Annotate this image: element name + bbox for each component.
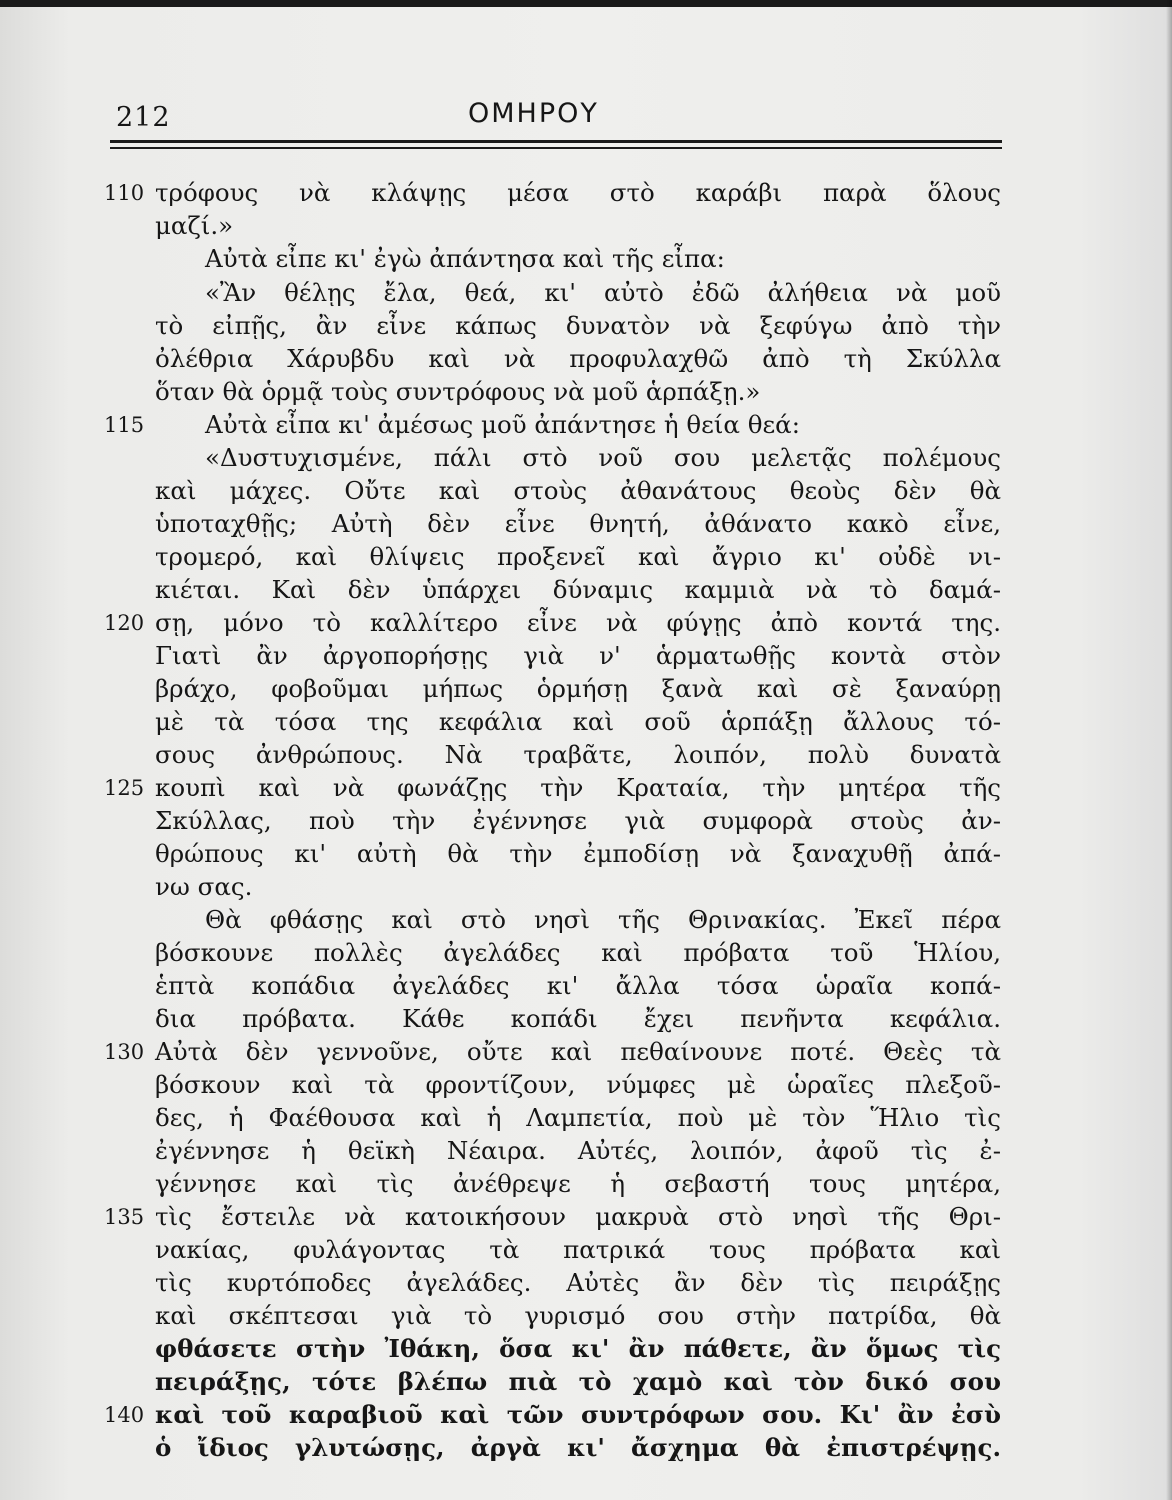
running-title: ΟΜΗΡΟΥ bbox=[468, 98, 599, 129]
text-line bbox=[0, 1398, 1172, 1432]
line-text: καὶ σκέπτεσαι γιὰ τὸ γυρισμό σου στὴν πατρίδα, θὰ bbox=[155, 1301, 1001, 1330]
line-text: ἑπτὰ κοπάδια ἀγελάδες κι' ἄλλα τόσα ὡραῖα κοπά- bbox=[155, 971, 1001, 1000]
line-text: βόσκουν καὶ τὰ φροντίζουν, νύμφες μὲ ὡραῖες πλεξοῦ- bbox=[155, 1070, 1001, 1099]
text-line bbox=[0, 1068, 1172, 1102]
text-line bbox=[0, 1266, 1172, 1300]
text-line bbox=[0, 1233, 1172, 1267]
line-number: 130 bbox=[104, 1040, 145, 1064]
text-line bbox=[0, 903, 1172, 937]
line-text: καὶ τοῦ καραβιοῦ καὶ τῶν συντρόφων σου. Κι' ἂν ἐσὺ bbox=[155, 1400, 1001, 1429]
text-line bbox=[0, 1431, 1172, 1465]
text-line bbox=[0, 672, 1172, 706]
text-line bbox=[0, 969, 1172, 1003]
text-line bbox=[0, 1332, 1172, 1366]
text-line bbox=[0, 1167, 1172, 1201]
text-line bbox=[0, 375, 1172, 409]
line-text: τὸ εἰπῇς, ἂν εἶνε κάπως δυνατὸν νὰ ξεφύγω ἀπὸ τὴν bbox=[155, 311, 1001, 340]
line-text: Θὰ φθάσῃς καὶ στὸ νησὶ τῆς Θρινακίας. Ἐκεῖ πέρα bbox=[205, 905, 1001, 934]
scan-top-edge bbox=[0, 0, 1172, 7]
text-line bbox=[0, 804, 1172, 838]
text-line bbox=[0, 1101, 1172, 1135]
text-line bbox=[0, 1200, 1172, 1234]
text-line bbox=[0, 1134, 1172, 1168]
line-text: Σκύλλας, ποὺ τὴν ἐγέννησε γιὰ συμφορὰ στοὺς ἀν- bbox=[155, 806, 1001, 835]
line-text: τρομερό, καὶ θλίψεις προξενεῖ καὶ ἄγριο κι' οὐδὲ νι- bbox=[155, 542, 1001, 571]
line-text: ἐγέννησε ἡ θεϊκὴ Νέαιρα. Αὐτές, λοιπόν, ἀφοῦ τὶς ἐ- bbox=[155, 1136, 1001, 1165]
line-text: δες, ἡ Φαέθουσα καὶ ἡ Λαμπετία, ποὺ μὲ τὸν Ἥλιο τὶς bbox=[155, 1103, 1001, 1132]
text-line bbox=[0, 705, 1172, 739]
text-line bbox=[0, 837, 1172, 871]
line-text: φθάσετε στὴν Ἰθάκη, ὅσα κι' ἂν πάθετε, ἂν ὅμως τὶς bbox=[155, 1334, 1001, 1363]
line-text: Αὐτὰ δὲν γεννοῦνε, οὔτε καὶ πεθαίνουνε ποτέ. Θεὲς τὰ bbox=[155, 1037, 1001, 1066]
text-line bbox=[0, 1035, 1172, 1069]
line-text: βράχο, φοβοῦμαι μήπως ὁρμήσῃ ξανὰ καὶ σὲ ξαναύρῃ bbox=[155, 674, 1001, 703]
line-text: θρώπους κι' αὐτὴ θὰ τὴν ἐμποδίσῃ νὰ ξαναχυθῇ ἀπά- bbox=[155, 839, 1001, 868]
line-text: κιέται. Καὶ δὲν ὑπάρχει δύναμις καμμιὰ νὰ τὸ δαμά- bbox=[155, 575, 1001, 604]
text-line bbox=[0, 441, 1172, 475]
line-text: γέννησε καὶ τὶς ἀνέθρεψε ἡ σεβαστή τους μητέρα, bbox=[155, 1169, 1001, 1198]
header-rule-bottom bbox=[110, 147, 1002, 149]
text-line bbox=[0, 242, 1172, 276]
text-line bbox=[0, 606, 1172, 640]
text-line bbox=[0, 507, 1172, 541]
line-text: νακίας, φυλάγοντας τὰ πατρικά τους πρόβατα καὶ bbox=[155, 1235, 1001, 1264]
line-text: «Δυστυχισμένε, πάλι στὸ νοῦ σου μελετᾷς πολέμους bbox=[205, 443, 1001, 472]
text-line bbox=[0, 1365, 1172, 1399]
line-number: 120 bbox=[104, 611, 145, 635]
text-line bbox=[0, 176, 1172, 210]
text-line bbox=[0, 1002, 1172, 1036]
text-line bbox=[0, 540, 1172, 574]
text-line bbox=[0, 209, 1172, 243]
text-line bbox=[0, 738, 1172, 772]
line-text: Αὐτὰ εἶπα κι' ἀμέσως μοῦ ἀπάντησε ἡ θεία θεά: bbox=[205, 410, 800, 439]
line-text: σους ἀνθρώπους. Νὰ τραβᾶτε, λοιπόν, πολὺ δυνατὰ bbox=[155, 740, 1001, 769]
page-number: 212 bbox=[116, 102, 171, 133]
line-number: 125 bbox=[104, 776, 145, 800]
line-text: μαζί.» bbox=[155, 211, 234, 240]
line-text: ὅταν θὰ ὁρμᾷ τοὺς συντρόφους νὰ μοῦ ἁρπάξῃ.» bbox=[155, 377, 761, 406]
line-text: νω σας. bbox=[155, 872, 253, 901]
line-text: μὲ τὰ τόσα της κεφάλια καὶ σοῦ ἁρπάξῃ ἄλλους τό- bbox=[155, 707, 1001, 736]
text-line bbox=[0, 408, 1172, 442]
line-text: «Ἂν θέλῃς ἔλα, θεά, κι' αὐτὸ ἐδῶ ἀλήθεια νὰ μοῦ bbox=[205, 278, 1001, 307]
line-text: ὀλέθρια Χάρυβδυ καὶ νὰ προφυλαχθῶ ἀπὸ τὴ Σκύλλα bbox=[155, 344, 1001, 373]
line-text: δια πρόβατα. Κάθε κοπάδι ἔχει πενῆντα κεφάλια. bbox=[155, 1004, 1001, 1033]
line-text: κουπὶ καὶ νὰ φωνάζῃς τὴν Κραταία, τὴν μητέρα τῆς bbox=[155, 773, 1001, 802]
line-number: 140 bbox=[104, 1403, 145, 1427]
line-text: τὶς ἔστειλε νὰ κατοικήσουν μακρυὰ στὸ νησὶ τῆς Θρι- bbox=[155, 1202, 1001, 1231]
text-line bbox=[0, 936, 1172, 970]
text-line bbox=[0, 639, 1172, 673]
text-line bbox=[0, 474, 1172, 508]
line-number: 115 bbox=[104, 413, 145, 437]
page-header bbox=[110, 96, 1000, 142]
line-text: πειράξῃς, τότε βλέπω πιὰ τὸ χαμὸ καὶ τὸν δικό σου bbox=[155, 1367, 1001, 1396]
text-line bbox=[0, 1299, 1172, 1333]
line-number: 110 bbox=[104, 181, 145, 205]
text-line bbox=[0, 309, 1172, 343]
line-text: ὑποταχθῇς; Αὐτὴ δὲν εἶνε θνητή, ἀθάνατο κακὸ εἶνε, bbox=[155, 509, 1001, 538]
line-text: σῃ, μόνο τὸ καλλίτερο εἶνε νὰ φύγῃς ἀπὸ κοντά της. bbox=[155, 608, 1001, 637]
text-line bbox=[0, 870, 1172, 904]
line-text: Γιατὶ ἂν ἀργοπορήσῃς γιὰ ν' ἁρματωθῇς κοντὰ στὸν bbox=[155, 641, 1001, 670]
text-line bbox=[0, 771, 1172, 805]
line-text: Αὐτὰ εἶπε κι' ἐγὼ ἀπάντησα καὶ τῆς εἶπα: bbox=[205, 244, 725, 273]
header-rule-top bbox=[110, 140, 1002, 143]
line-text: τὶς κυρτόποδες ἀγελάδες. Αὐτὲς ἂν δὲν τὶς πειράξῃς bbox=[155, 1268, 1001, 1297]
line-text: καὶ μάχες. Οὔτε καὶ στοὺς ἀθανάτους θεοὺς δὲν θὰ bbox=[155, 476, 1001, 505]
text-line bbox=[0, 276, 1172, 310]
line-text: τρόφους νὰ κλάψῃς μέσα στὸ καράβι παρὰ ὅλους bbox=[155, 178, 1001, 207]
text-line bbox=[0, 573, 1172, 607]
line-number: 135 bbox=[104, 1205, 145, 1229]
line-text: βόσκουνε πολλὲς ἀγελάδες καὶ πρόβατα τοῦ Ἡλίου, bbox=[155, 938, 1001, 967]
line-text: ὁ ἴδιος γλυτώσῃς, ἀργὰ κι' ἄσχημα θὰ ἐπιστρέψῃς. bbox=[155, 1433, 1001, 1462]
text-line bbox=[0, 342, 1172, 376]
